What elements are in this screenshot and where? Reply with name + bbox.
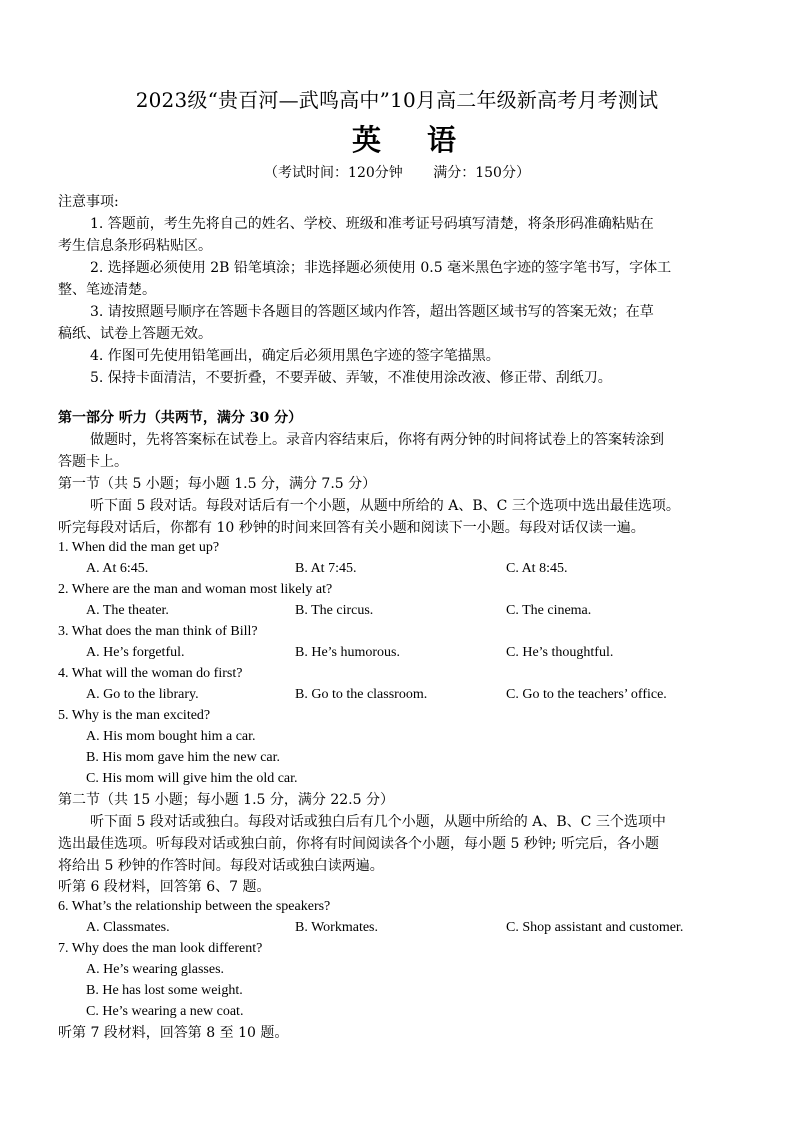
question-4: 4. What will the woman do first? bbox=[58, 666, 243, 681]
option-1c: C. At 8:45. bbox=[506, 561, 568, 576]
option-2c: C. The cinema. bbox=[506, 603, 592, 618]
section2-instr-line: 听下面 5 段对话或独白。每段对话或独白后有几个小题，从题中所给的 A、B、C 三个选项中 bbox=[90, 814, 666, 830]
part1-heading: 第一部分 听力（共两节，满分 30 分） bbox=[58, 410, 303, 426]
note-line: 2. 选择题必须使用 2B 铅笔填涂；非选择题必须使用 0.5 毫米黑色字迹的签字笔书写，字体工 bbox=[90, 260, 672, 276]
note-line: 考生信息条形码粘贴区。 bbox=[58, 238, 212, 254]
option-6a: A. Classmates. bbox=[86, 920, 170, 935]
section1-instr-line: 听下面 5 段对话。每段对话后有一个小题，从题中所给的 A、B、C 三个选项中选出最佳选项。 bbox=[90, 498, 680, 514]
section2-heading: 第二节（共 15 小题；每小题 1.5 分，满分 22.5 分） bbox=[58, 792, 394, 808]
option-1b: B. At 7:45. bbox=[295, 561, 357, 576]
notes-heading: 注意事项: bbox=[58, 194, 119, 210]
exam-info: （考试时间：120分钟 满分：150分） bbox=[264, 165, 530, 181]
note-line: 整、笔迹清楚。 bbox=[58, 282, 156, 298]
question-3: 3. What does the man think of Bill? bbox=[58, 624, 258, 639]
option-3c: C. He’s thoughtful. bbox=[506, 645, 614, 660]
section2-instr-line: 将给出 5 秒钟的作答时间。每段对话或独白读两遍。 bbox=[58, 858, 384, 874]
material-6-label: 听第 6 段材料，回答第 6、7 题。 bbox=[58, 879, 271, 895]
note-line: 5. 保持卡面清洁，不要折叠，不要弄破、弄皱，不准使用涂改液、修正带、刮纸刀。 bbox=[90, 370, 612, 386]
question-5: 5. Why is the man excited? bbox=[58, 708, 211, 723]
note-line: 3. 请按照题号顺序在答题卡各题目的答题区域内作答，超出答题区域书写的答案无效；在草 bbox=[90, 304, 654, 320]
note-line: 稿纸、试卷上答题无效。 bbox=[58, 326, 212, 342]
section1-heading: 第一节（共 5 小题；每小题 1.5 分，满分 7.5 分） bbox=[58, 476, 377, 492]
option-7a: A. He’s wearing glasses. bbox=[86, 962, 225, 977]
subject-title: 英语 bbox=[351, 123, 502, 157]
option-2b: B. The circus. bbox=[295, 603, 374, 618]
option-7b: B. He has lost some weight. bbox=[86, 983, 243, 998]
note-line: 1. 答题前，考生先将自己的姓名、学校、班级和准考证号码填写清楚，将条形码准确粘贴在 bbox=[90, 216, 654, 232]
option-4b: B. Go to the classroom. bbox=[295, 687, 428, 702]
option-5b: B. His mom gave him the new car. bbox=[86, 750, 281, 765]
question-7: 7. Why does the man look different? bbox=[58, 941, 263, 956]
option-1a: A. At 6:45. bbox=[86, 561, 149, 576]
question-6: 6. What’s the relationship between the speakers? bbox=[58, 899, 331, 914]
option-6b: B. Workmates. bbox=[295, 920, 378, 935]
question-2: 2. Where are the man and woman most likely at? bbox=[58, 582, 333, 597]
section1-instr-line: 听完每段对话后，你都有 10 秒钟的时间来回答有关小题和阅读下一小题。每段对话仅读一遍。 bbox=[58, 520, 645, 536]
option-3b: B. He’s humorous. bbox=[295, 645, 400, 660]
note-line: 4. 作图可先使用铅笔画出，确定后必须用黑色字迹的签字笔描黑。 bbox=[90, 348, 500, 364]
option-6c: C. Shop assistant and customer. bbox=[506, 920, 684, 935]
section2-instr-line: 选出最佳选项。听每段对话或独白前，你将有时间阅读各个小题，每小题 5 秒钟; 听完后，各小题 bbox=[58, 836, 659, 852]
material-7-label: 听第 7 段材料，回答第 8 至 10 题。 bbox=[58, 1025, 289, 1041]
exam-title: 2023级“贵百河—武鸣高中”10月高二年级新高考月考测试 bbox=[135, 88, 659, 112]
option-5a: A. His mom bought him a car. bbox=[86, 729, 256, 744]
option-3a: A. He’s forgetful. bbox=[86, 645, 185, 660]
option-2a: A. The theater. bbox=[86, 603, 169, 618]
option-7c: C. He’s wearing a new coat. bbox=[86, 1004, 244, 1019]
part1-intro-line: 答题卡上。 bbox=[58, 454, 128, 470]
option-4c: C. Go to the teachers’ office. bbox=[506, 687, 667, 702]
part1-intro-line: 做题时，先将答案标在试卷上。录音内容结束后，你将有两分钟的时间将试卷上的答案转涂到 bbox=[90, 432, 664, 448]
question-1: 1. When did the man get up? bbox=[58, 540, 220, 555]
option-4a: A. Go to the library. bbox=[86, 687, 199, 702]
option-5c: C. His mom will give him the old car. bbox=[86, 771, 298, 786]
